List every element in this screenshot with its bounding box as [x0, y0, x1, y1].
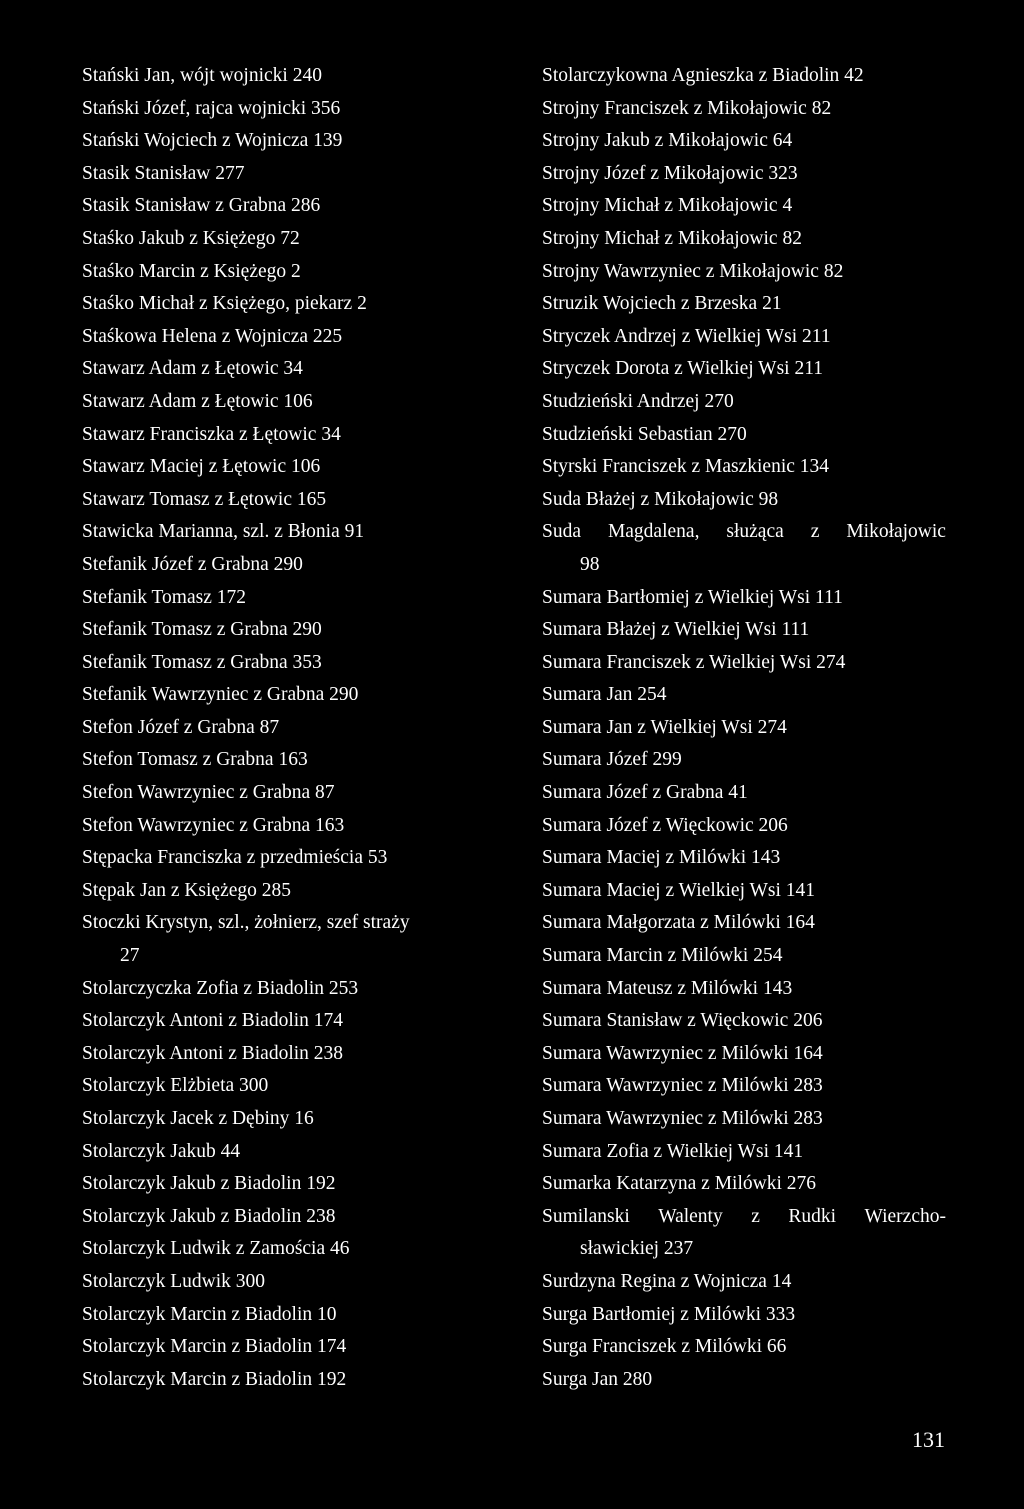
index-entry: Stolarczyk Jakub 44	[82, 1140, 241, 1162]
index-entry: Stolarczyk Marcin z Biadolin 174	[82, 1336, 347, 1358]
index-entry: Stryczek Dorota z Wielkiej Wsi 211	[542, 358, 823, 380]
index-entry: Sumara Bartłomiej z Wielkiej Wsi 111	[542, 586, 843, 608]
index-entry: Stolarczyk Jacek z Dębiny 16	[82, 1108, 314, 1129]
index-entry: Stefon Wawrzyniec z Grabna 87	[82, 782, 335, 804]
index-entry: Staśko Michał z Księżego, piekarz 2	[82, 293, 367, 315]
index-entry: Sumara Franciszek z Wielkiej Wsi 274	[542, 651, 846, 673]
index-entry: Stefanik Wawrzyniec z Grabna 290	[82, 684, 359, 706]
index-entry: Sumarka Katarzyna z Milówki 276	[542, 1173, 817, 1195]
index-entry: Sumara Mateusz z Milówki 143	[542, 977, 793, 999]
index-entry: Sumara Józef z Więckowic 206	[542, 814, 788, 836]
index-entry: Strojny Michał z Mikołajowic 82	[542, 227, 802, 249]
index-entry: Sumara Józef 299	[542, 749, 682, 771]
index-entry-continuation: 27	[120, 945, 140, 967]
index-entry: Stawarz Maciej z Łętowic 106	[82, 456, 321, 478]
index-column-right	[542, 60, 957, 1396]
index-entry: Strojny Franciszek z Mikołajowic 82	[542, 97, 832, 119]
index-entry: Strojny Wawrzyniec z Mikołajowic 82	[542, 260, 844, 282]
index-entry: Stefanik Tomasz z Grabna 353	[82, 651, 322, 673]
index-entry: Stolarczyk Marcin z Biadolin 10	[82, 1303, 337, 1325]
index-entry: Sumara Małgorzata z Milówki 164	[542, 912, 815, 934]
index-entry: Stasik Stanisław 277	[82, 162, 245, 184]
index-entry: Sumara Józef z Grabna 41	[542, 782, 748, 804]
index-entry: Stryczek Andrzej z Wielkiej Wsi 211	[542, 325, 831, 347]
index-entry: Stański Józef, rajca wojnicki 356	[82, 97, 341, 119]
index-entry: Sumara Wawrzyniec z Milówki 283	[542, 1075, 823, 1097]
index-entry: Stefanik Tomasz z Grabna 290	[82, 619, 322, 641]
index-entry: Sumara Jan 254	[542, 684, 667, 706]
index-entry: Stolarczyk Ludwik z Zamościa 46	[82, 1238, 350, 1260]
index-entry: Sumara Maciej z Wielkiej Wsi 141	[542, 879, 816, 901]
index-entry: Stawarz Adam z Łętowic 34	[82, 358, 303, 380]
index-entry: Staśkowa Helena z Wojnicza 225	[82, 325, 343, 347]
index-entry	[542, 1201, 957, 1266]
index-entry: Stawicka Marianna, szl. z Błonia 91	[82, 521, 365, 543]
index-entry: Stolarczyk Elżbieta 300	[82, 1075, 269, 1097]
index-entry-continuation: 98	[580, 553, 600, 575]
index-entry: Sumara Stanisław z Więckowic 206	[542, 1010, 823, 1032]
index-entry: Studzieński Andrzej 270	[542, 390, 734, 412]
index-entry: Sumara Błażej z Wielkiej Wsi 111	[542, 619, 810, 641]
index-entry	[542, 516, 957, 581]
index-entry: Strojny Michał z Mikołajowic 4	[542, 195, 793, 217]
index-entry: Surdzyna Regina z Wojnicza 14	[542, 1270, 792, 1292]
index-entry: Strojny Jakub z Mikołajowic 64	[542, 130, 793, 152]
index-entry: Staśko Jakub z Księżego 72	[82, 227, 300, 249]
index-entry: Surga Franciszek z Milówki 66	[542, 1336, 787, 1358]
index-entry: Stawarz Adam z Łętowic 106	[82, 390, 313, 412]
index-entry: Stefon Wawrzyniec z Grabna 163	[82, 814, 345, 836]
index-entry: Sumara Wawrzyniec z Milówki 164	[542, 1042, 823, 1064]
index-entry: Stolarczyk Antoni z Biadolin 238	[82, 1042, 344, 1064]
index-entry: Stolarczyk Antoni z Biadolin 174	[82, 1010, 344, 1032]
index-entry: Styrski Franciszek z Maszkienic 134	[542, 456, 830, 478]
index-entry: Stefon Józef z Grabna 87	[82, 716, 280, 738]
index-entry: Stasik Stanisław z Grabna 286	[82, 195, 321, 217]
index-entry	[82, 907, 482, 972]
index-entry: Sumara Maciej z Milówki 143	[542, 847, 781, 869]
index-column-left	[82, 60, 482, 1396]
index-entry: Struzik Wojciech z Brzeska 21	[542, 293, 782, 315]
index-entry-continuation: sławickiej 237	[580, 1238, 694, 1260]
index-entry: Studzieński Sebastian 270	[542, 423, 747, 445]
index-entry: Stolarczykowna Agnieszka z Biadolin 42	[542, 65, 864, 86]
index-entry: Stolarczyk Ludwik 300	[82, 1270, 266, 1292]
index-entry-text: Stoczki Krystyn, szl., żołnierz, szef straży	[82, 912, 410, 934]
index-entry: Stolarczyk Marcin z Biadolin 192	[82, 1368, 347, 1390]
index-entry: Surga Bartłomiej z Milówki 333	[542, 1303, 796, 1325]
index-entry: Suda Błażej z Mikołajowic 98	[542, 488, 779, 510]
index-entry: Stański Jan, wójt wojnicki 240	[82, 65, 322, 86]
index-entry: Sumara Jan z Wielkiej Wsi 274	[542, 716, 787, 738]
index-entry: Staśko Marcin z Księżego 2	[82, 260, 301, 282]
index-entry: Sumara Wawrzyniec z Milówki 283	[542, 1108, 823, 1129]
index-entry: Sumara Marcin z Milówki 254	[542, 945, 783, 967]
index-entry: Stefanik Tomasz 172	[82, 586, 246, 608]
index-entry: Stolarczyczka Zofia z Biadolin 253	[82, 977, 359, 999]
index-entry: Sumara Zofia z Wielkiej Wsi 141	[542, 1140, 804, 1162]
page-number: 131	[912, 1427, 945, 1452]
index-entry: Stolarczyk Jakub z Biadolin 238	[82, 1205, 336, 1227]
index-entry: Strojny Józef z Mikołajowic 323	[542, 162, 798, 184]
index-entry: Stański Wojciech z Wojnicza 139	[82, 130, 343, 152]
index-entry: Stefon Tomasz z Grabna 163	[82, 749, 308, 771]
index-entry: Stępak Jan z Księżego 285	[82, 879, 292, 901]
index-entry: Stawarz Tomasz z Łętowic 165	[82, 488, 327, 510]
index-entry: Stolarczyk Jakub z Biadolin 192	[82, 1173, 336, 1195]
index-entry-text: Suda Magdalena, służąca z Mikołajowic	[542, 521, 946, 543]
index-entry-text: Sumilanski Walenty z Rudki Wierzcho-	[542, 1205, 946, 1227]
index-entry: Stefanik Józef z Grabna 290	[82, 553, 303, 575]
index-entry: Surga Jan 280	[542, 1368, 653, 1390]
index-entry: Stępacka Franciszka z przedmieścia 53	[82, 847, 388, 869]
index-entry: Stawarz Franciszka z Łętowic 34	[82, 423, 341, 445]
